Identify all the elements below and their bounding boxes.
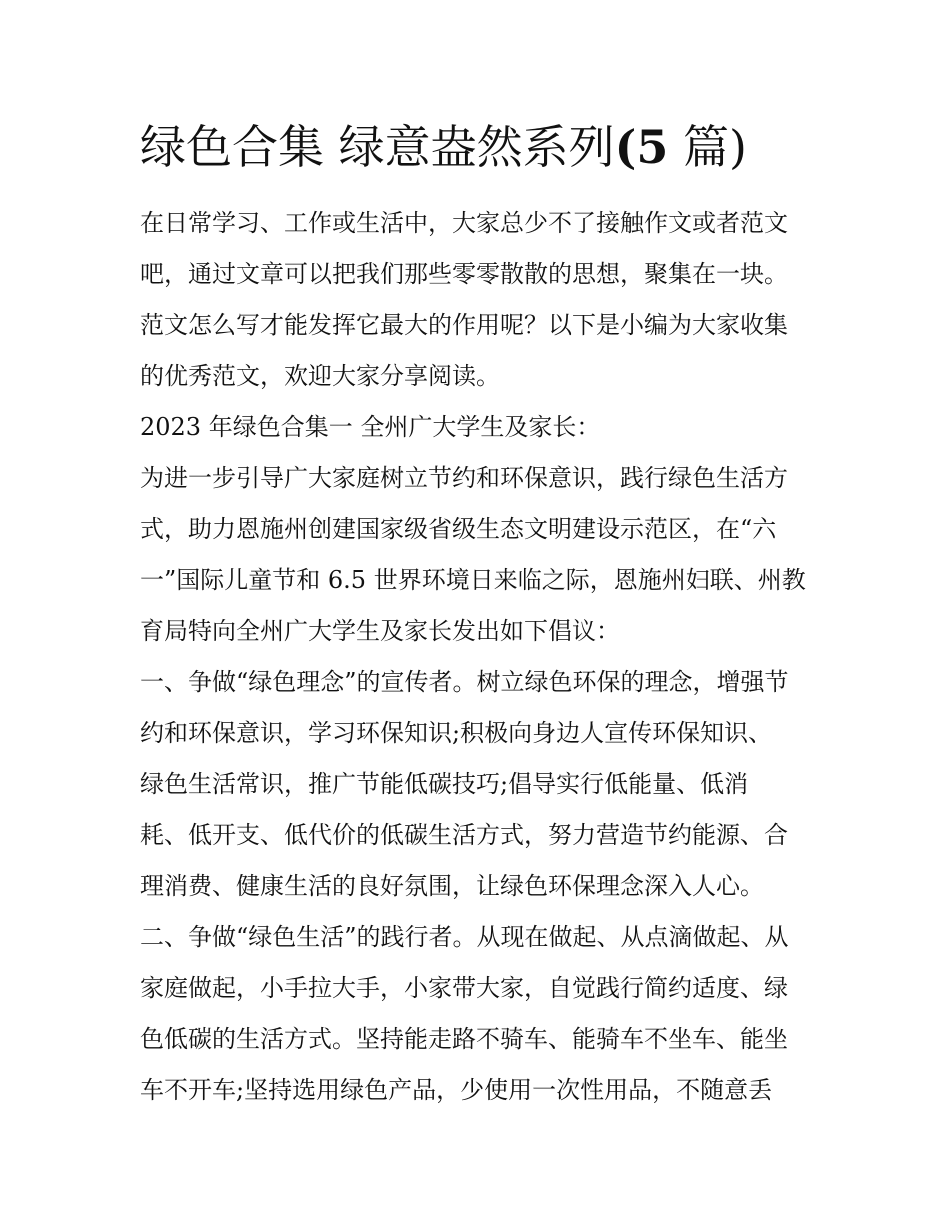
body-line: 一”国际儿童节和 6.5 世界环境日来临之际，恩施州妇联、州教 xyxy=(140,566,806,594)
document-title xyxy=(140,118,840,176)
document-body xyxy=(140,198,820,1116)
body-line: 一、争做“绿色理念”的宣传者。树立绿色环保的理念，增强节 xyxy=(140,668,789,696)
body-line: 理消费、健康生活的良好氛围，让绿色环保理念深入人心。 xyxy=(140,872,764,900)
body-line: 绿色生活常识，推广节能低碳技巧;倡导实行低能量、低消 xyxy=(140,770,749,798)
body-line: 为进一步引导广大家庭树立节约和环保意识，践行绿色生活方 xyxy=(140,464,788,492)
section-heading-line: 2023 年绿色合集一 全州广大学生及家长： xyxy=(140,413,601,441)
body-line: 式，助力恩施州创建国家级省级生态文明建设示范区，在“六 xyxy=(140,515,777,543)
body-line: 车不开车;坚持选用绿色产品，少使用一次性用品，不随意丢 xyxy=(140,1076,773,1104)
body-line: 育局特向全州广大学生及家长发出如下倡议： xyxy=(140,617,620,645)
body-line: 的优秀范文，欢迎大家分享阅读。 xyxy=(140,362,500,390)
body-line: 吧，通过文章可以把我们那些零零散散的思想，聚集在一块。 xyxy=(140,260,788,288)
body-line: 耗、低开支、低代价的低碳生活方式，努力营造节约能源、合 xyxy=(140,821,788,849)
title-count: (5 xyxy=(614,120,669,174)
body-line: 色低碳的生活方式。坚持能走路不骑车、能骑车不坐车、能坐 xyxy=(140,1025,788,1053)
title-main: 绿色合集 绿意盎然系列 xyxy=(140,120,615,174)
body-line: 范文怎么写才能发挥它最大的作用呢？以下是小编为大家收集 xyxy=(140,311,788,339)
title-unit: 篇) xyxy=(668,120,747,174)
body-line: 家庭做起，小手拉大手，小家带大家，自觉践行简约适度、绿 xyxy=(140,974,788,1002)
body-line: 约和环保意识，学习环保知识;积极向身边人宣传环保知识、 xyxy=(140,719,773,747)
body-line: 二、争做“绿色生活”的践行者。从现在做起、从点滴做起、从 xyxy=(140,923,789,951)
body-line: 在日常学习、工作或生活中，大家总少不了接触作文或者范文 xyxy=(140,209,788,237)
